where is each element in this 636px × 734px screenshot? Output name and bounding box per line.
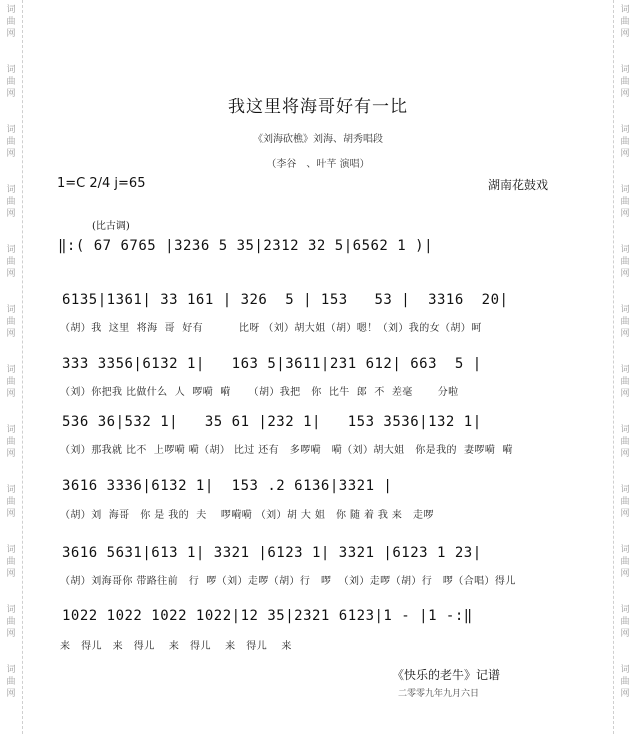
watermark-text: 词 曲 网: [6, 245, 16, 279]
watermark-text: 词 曲 网: [6, 65, 16, 99]
key-signature: 1=C 2/4 j=65: [57, 176, 146, 191]
transcriber-credit: 《快乐的老牛》记谱: [392, 668, 501, 682]
watermark-text: 词 曲 网: [620, 365, 630, 399]
watermark-text: 词 曲 网: [620, 125, 630, 159]
watermark-text: 词 曲 网: [620, 605, 630, 639]
watermark-text: 词 曲 网: [620, 425, 630, 459]
notation-line-3: 333 3356|6132 1| 163 5|3611|231 612| 663 5 |: [62, 356, 482, 372]
lyric-line-4: （刘）那我就 比不 上啰嗬 嗬（胡） 比过 还有 多啰嗬 嗬（刘）胡大姐 你是我的 妻啰嗬 嗬: [60, 445, 513, 456]
genre: 湖南花鼓戏: [488, 178, 549, 192]
watermark-text: 词 曲 网: [6, 125, 16, 159]
watermark-text: 词 曲 网: [620, 5, 630, 39]
watermark-text: 词 曲 网: [6, 185, 16, 219]
notation-line-6: 3616 5631|613 1| 3321 |6123 1| 3321 |6123 1 23|: [62, 545, 482, 561]
watermark-text: 词 曲 网: [6, 305, 16, 339]
watermark-text: 词 曲 网: [6, 425, 16, 459]
watermark-text: 词 曲 网: [6, 605, 16, 639]
page-title: 我这里将海哥好有一比: [228, 97, 408, 117]
watermark-text: 词 曲 网: [620, 485, 630, 519]
watermark-text: 词 曲 网: [6, 485, 16, 519]
notation-line-5: 3616 3336|6132 1| 153 .2 6136|3321 |: [62, 478, 393, 494]
lyric-line-2: （胡）我 这里 将海 哥 好有 比呀 （刘）胡大姐（胡）嗯！（刘）我的女（胡）呵: [60, 323, 482, 334]
tune-name: (比古调): [92, 221, 130, 232]
watermark-text: 词 曲 网: [620, 65, 630, 99]
notation-line-2: 6135|1361| 33 161 | 326 5 | 153 53 | 3316 20|: [62, 292, 509, 308]
watermark-text: 词 曲 网: [6, 365, 16, 399]
watermark-text: 词 曲 网: [6, 545, 16, 579]
watermark-text: 词 曲 网: [620, 245, 630, 279]
watermark-text: 词 曲 网: [620, 185, 630, 219]
subtitle: 《刘海砍樵》刘海、胡秀唱段: [253, 134, 383, 145]
notation-line-4: 536 36|532 1| 35 61 |232 1| 153 3536|132 1|: [62, 414, 482, 430]
notation-line-7: 1022 1022 1022 1022|12 35|2321 6123|1 - |1 -:‖: [62, 608, 473, 624]
lyric-line-5: （胡）刘 海哥 你 是 我的 夫 啰嗬嗬 （刘）胡 大 姐 你 随 着 我 来 走啰: [60, 510, 434, 521]
singers: （李谷 、叶芊 演唱）: [266, 159, 370, 170]
lyric-line-7: 来 得儿 来 得儿 来 得儿 来 得儿 来: [60, 641, 292, 652]
lyric-line-3: （刘）你把我 比做什么 人 啰嗬 嗬 （胡）我把 你 比牛 郎 不 差毫 分啦: [60, 387, 459, 398]
watermark-text: 词 曲 网: [6, 665, 16, 699]
watermark-text: 词 曲 网: [620, 545, 630, 579]
transcription-date: 二零零九年九月六日: [398, 689, 480, 699]
watermark-text: 词 曲 网: [620, 665, 630, 699]
watermark-text: 词 曲 网: [6, 5, 16, 39]
lyric-line-6: （胡）刘海哥你 带路往前 行 啰（刘）走啰（胡）行 啰 （刘）走啰（胡）行 啰（合唱）得儿: [60, 576, 516, 587]
notation-line-1: ‖:( 67 6765 |3236 5 35|2312 32 5|6562 1 )|: [58, 238, 434, 254]
watermark-text: 词 曲 网: [620, 305, 630, 339]
